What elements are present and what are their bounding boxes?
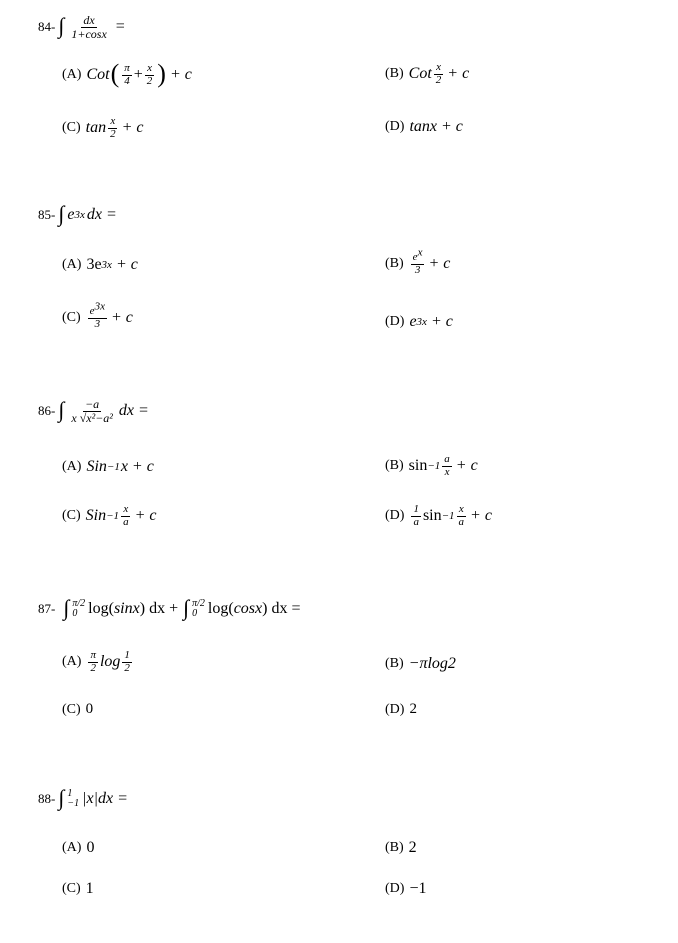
integral-sign: ∫ [58,13,65,39]
integral-sign: ∫ [63,595,70,620]
option-85-d[interactable]: (D) e 3x + c [385,313,453,330]
option-88-a[interactable]: (A) 0 [62,839,95,856]
question-87: 87- ∫ π/2 0 log( sinx ) dx + ∫ π/2 0 log( cosx ) dx = [38,595,301,620]
option-87-a[interactable]: (A) $\frac{\pi}{2}$ log $\frac{1}{2}$ [62,649,130,674]
question-88: 88- ∫ 1 −1 |x|dx = [38,785,128,810]
option-84-b[interactable]: (B) Cot $\frac{x}{2}$ + c [385,61,470,86]
question-84 [38,14,126,40]
option-86-b[interactable]: (B) sin −1 $\frac{a}{x}$ + c [385,453,478,478]
option-86-a[interactable]: (A) Sin −1 x + c [62,458,154,475]
question-number: 87- [38,601,56,616]
option-84-c[interactable]: (C) tan $\frac{x}{2}$ + c [62,115,144,140]
integral-sign: ∫ [58,785,65,810]
option-86-d[interactable]: (D) $\frac{1}{a}$ sin −1 $\frac{x}{a}$ + c [385,503,492,528]
option-88-b[interactable]: (B) 2 [385,839,417,856]
option-85-c[interactable]: (C) $\frac{e3x}{3}$ + c [62,300,133,330]
option-86-c[interactable]: (C) Sin −1 $\frac{x}{a}$ + c [62,503,157,528]
option-87-b[interactable]: (B) −πlog2 [385,655,456,672]
option-85-a[interactable]: (A) 3e 3x + c [62,256,138,273]
question-number: 86- [38,403,56,419]
equals-sign: = [114,18,126,36]
option-85-b[interactable]: (B) $\frac{ex}{3}$ + c [385,246,451,276]
option-87-c[interactable]: (C) 0 [62,701,94,717]
question-85: 85- ∫ e 3x dx = [38,201,117,226]
question-86: 86- ∫ $\frac{-a}{\text{x √x²−a²}}$ dx = [38,397,149,425]
question-number: 85- [38,207,56,222]
option-88-d[interactable]: (D) −1 [385,880,427,897]
option-87-d[interactable]: (D) 2 [385,701,417,717]
question-number: 84- [38,19,56,35]
integral-sign: ∫ [183,595,190,620]
option-84-a[interactable]: (A) Cot ( $\frac{\pi}{4}$ + $\frac{x}{2}$ ) + c [62,59,192,88]
integrand-fraction: $\frac{dx}{1+\cos x}$ [71,13,107,41]
integral-sign: ∫ [58,201,65,226]
question-number: 88- [38,791,56,806]
option-84-d[interactable]: (D) tanx + c [385,118,463,135]
integral-sign: ∫ [58,397,65,423]
option-88-c[interactable]: (C) 1 [62,880,94,897]
